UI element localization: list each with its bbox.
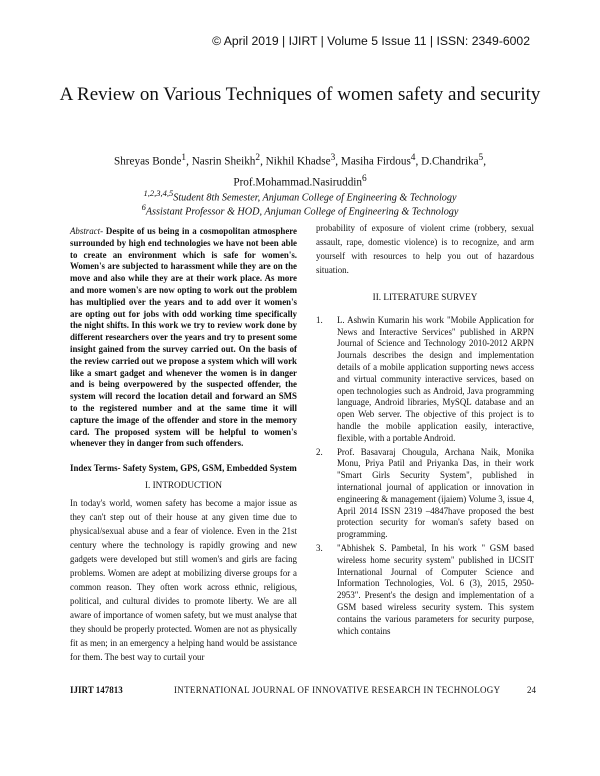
item-number: 2.: [316, 446, 323, 457]
item-number: 3.: [316, 542, 323, 553]
author-name: D.Chandrika: [421, 155, 479, 168]
section-heading-literature: II. LITERATURE SURVEY: [372, 292, 478, 302]
item-number: 1.: [316, 314, 323, 325]
author-name: Prof.Mohammad.Nasiruddin: [233, 176, 362, 189]
right-column: [316, 221, 534, 639]
item-text: Prof. Basavaraj Chougula, Archana Naik, Monika Monu, Priya Patil and Priyanka Das, in their work "Smart Girls Security System", published in international journal of application or innovation in engineering & management (ijaiem) Volume 3, issue 4, April 2014 ISSN 2319 –4847have proposed the best protection security for woman's safety based on programming.: [337, 446, 534, 540]
author-sup: 3: [330, 153, 336, 163]
author-list: Shreyas Bonde$^1$, Nasrin Sheikh$^2$, Nikhil Khadse$^3$, Masiha Firdous$^4$, D.Chandrika$^5$, Prof.Mohammad.Nasiruddin$^6$: [113, 153, 487, 189]
author-name: Shreyas Bonde: [113, 155, 182, 168]
affiliation-sup: 1,2,3,4,5: [143, 188, 174, 198]
affiliation-sup: 6: [141, 202, 146, 212]
introduction-continued: probability of exposure of violent crime (robbery, sexual assault, rape, domestic violence) is to recognize, and arm yourself with resources to help you out of hazardous situation.: [316, 223, 534, 275]
author-sup: 6: [361, 173, 367, 184]
page-number: 24: [527, 685, 536, 695]
introduction-text: In today's world, women safety has become a major issue as they can't step out of their house at any given time due to physical/sexual abuse and a fear of violence. Even in the 21st century where the technology is rapidly growing and new gadgets were developed but still women's and girls are facing problems. Women are adept at mobilizing diverse groups for a common reason. They often work across ethnic, religious, political, and cultural divides to promote liberty. We are all aware of importance of women safety, but we must analyse that they should be properly protected. Women are not as physically fit as men; in an emergency a helping hand would be assistance for them. The best way to curtail your: [70, 497, 297, 662]
footer-paper-id: IJIRT 147813: [70, 685, 123, 695]
paper-title: A Review on Various Techniques of women safety and security: [59, 83, 541, 105]
journal-header: © April 2019 | IJIRT | Volume 5 Issue 11 | ISSN: 2349-6002: [212, 34, 530, 48]
affiliation-text: Assistant Professor & HOD, Anjuman College of Engineering & Technology: [145, 206, 459, 218]
author-name: Nasrin Sheikh: [191, 155, 256, 168]
affiliation-text: Student 8th Semester, Anjuman College of Engineering & Technology: [173, 192, 457, 204]
affiliation-professor: [60, 201, 540, 218]
abstract-lead: Abstract-: [70, 226, 104, 236]
literature-item: [316, 315, 534, 445]
left-column: [70, 226, 297, 664]
literature-list: [316, 315, 534, 638]
author-sup: 4: [410, 153, 416, 163]
author-name: Nikhil Khadse: [265, 155, 331, 168]
literature-item: [316, 447, 534, 541]
item-text: L. Ashwin Kumarin his work "Mobile Application for News and Interactive Services" published in ARPN Journal of Science and Technology 2010-2012 ARPN Journals describes the design and implementation details of a mobile application supporting news access and virtual community interactive services, based on open technologies such as Android, Java programming language, Android libraries, MySQL database and an open Web server. The objective of this project is to handle the mobile application easily, interactive, flexible, with a portable Android.: [337, 314, 534, 443]
abstract-text: Despite of us being in a cosmopolitan atmosphere surrounded by high end technologies we have not been able to create an environment which is safe for women's. Women's are subjected to harassment while they are on the move and also while they are at their work place. As more and more women's are now opting to work out the problem has multiplied over the years and to add over it women's are opting out for jobs with odd working time specifically the night shifts. In this work we try to review work done by different researchers over the years and try to present some insight gained from the survey carried out. On the basis of the review carried out we propose a system which will work like a smart gadget and whenever the women is in danger and is being overpowered by the suspected offender, the system will record the location detail and forward an SMS to the registered number and at the same time it will capture the image of the offender and store in the memory card. The proposed system will be helpful to women's whenever they in danger from such offenders.: [70, 226, 297, 449]
author-sup: 1: [181, 153, 187, 163]
author-sup: 2: [255, 153, 261, 163]
page-footer: [70, 685, 536, 699]
index-terms: Index Terms- Safety System, GPS, GSM, Embedded System: [70, 463, 297, 474]
author-sup: 5: [478, 153, 484, 163]
footer-journal-name: INTERNATIONAL JOURNAL OF INNOVATIVE RESEARCH IN TECHNOLOGY: [174, 685, 501, 695]
section-heading-introduction: I. INTRODUCTION: [144, 479, 223, 490]
author-name: Masiha Firdous: [340, 155, 411, 168]
abstract: [70, 226, 297, 450]
literature-item: [316, 543, 534, 637]
item-text: "Abhishek S. Pambetal, In his work " GSM based wireless home security system" published in IJCSIT International Journal of Computer Science and Information Technologies, Vol. 6 (3), 2015, 2950-2953". Present's the design and implementation of a GSM based wireless security system. This system contains the various parameters for security purpose, which contains: [337, 542, 534, 636]
